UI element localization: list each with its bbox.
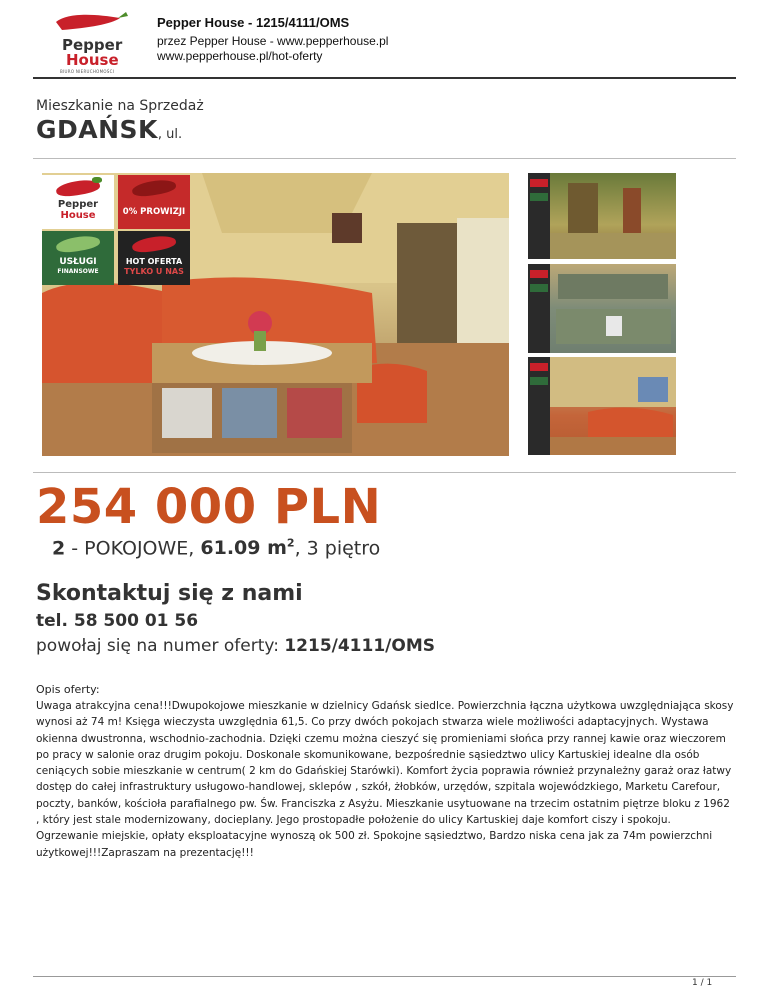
living-room-thumb-image	[528, 357, 676, 455]
badge-services	[42, 231, 114, 285]
header-divider	[33, 77, 736, 79]
logo-tagline: BIURO NIERUCHOMOŚCI	[60, 69, 115, 74]
logo-text-2: House	[66, 51, 119, 69]
area-value: 61.09 $m^2$	[200, 537, 295, 560]
badge-logo-text-2: House	[60, 210, 96, 221]
street-name: , ul.	[157, 127, 183, 142]
badge-hot-text-1: HOT OFERTA	[125, 257, 183, 266]
header-url-line: www.pepperhouse.pl/hot-oferty	[157, 49, 323, 63]
header-title: Pepper House - 1215/4111/OMS	[157, 15, 350, 30]
badge-services-text-2: FINANSOWE	[57, 268, 99, 275]
badge-services-text-1: USŁUGI	[59, 257, 97, 267]
badge-commission-text: 0% PROWIZJI	[122, 207, 186, 217]
listing-type: Mieszkanie na Sprzedaż	[36, 98, 204, 114]
kitchen-image	[528, 264, 676, 353]
description-text: Uwaga atrakcyjna cena!!!Dwupokojowe mieszkanie w dzielnicy Gdańsk siedlce. Powierzchnia łączna użytkowa uwzględniająca skosy wynosi aż 74 m! Księga wieczysta uwzględnia 61,5. Co przy dwóch pokojach stwarza wiele możliwości adaptacyjnych. Wystawa okienna dwustronna, wschodnio-zachodnia. Dzięki czemu można cieszyć się promieniami słońca przy rannej kawie oraz wieczorem po pracy w salonie oraz drugim pokoju. Doskonale skomunikowane, bezpośrednie sąsiedztwo ulicy Kartuskiej idealne dla osób ceniących sobie mieszkanie w centrum( 2 km do Gdańskiej Starówki). Komfort życia poprawia również przynależny garaż oraz łatwy dostęp do całej infrastruktury usługowo-handlowej, sklepów , szkół, żłobków, urzędów, szpitala wojewódzkiego, Marketu Carefour, poczty, banków, kościoła parafialnego pw. Św. Franciszka z Asyżu. Mieszkanie usytuowane na trzecim ostatnim piętrze bloku z 1962 , który jest stale modernizowany, docieplany. Jego prostopadłe położenie do ulicy Kartuskiej daje komfort ciszy i spokoju. Ogrzewanie miejskie, opłaty eksploatacyjne wynoszą ok 500 zł. Spokojne sąsiedztwo, Bardzo niska cena jak za 74m powierzchni użytkowej!!!Zapraszam na prezentację!!!	[36, 700, 734, 859]
price: 254 000 PLN	[36, 479, 382, 535]
badge-hot-offer	[118, 231, 190, 285]
reference-number: 1215/4111/OMS	[284, 636, 435, 656]
offer-reference	[36, 636, 435, 656]
phone-number[interactable]: tel. 58 500 01 56	[36, 611, 199, 631]
company-logo	[48, 10, 132, 76]
reference-label: powołaj się na numer oferty:	[36, 636, 285, 656]
badge-hot-text-2: TYLKO U NAS	[124, 267, 184, 276]
thumbnail-hallway[interactable]	[528, 173, 676, 259]
badge-logo-text-1: Pepper	[57, 199, 99, 210]
area-unit-sup: 2	[286, 537, 295, 550]
city-name: GDAŃSK	[36, 115, 158, 144]
property-params	[52, 537, 380, 559]
badge-commission	[118, 175, 190, 229]
thumbnail-kitchen[interactable]	[528, 264, 676, 353]
description-label: Opis oferty:	[36, 683, 100, 696]
floor-info: , 3 piętro	[294, 537, 381, 560]
hallway-image	[528, 173, 676, 259]
rooms-label: - POKOJOWE,	[65, 537, 201, 560]
contact-heading: Skontaktuj się z nami	[36, 581, 303, 606]
badge-logo	[42, 175, 114, 229]
thumbnail-living-room[interactable]	[528, 357, 676, 455]
main-photo	[42, 173, 509, 456]
rooms-count: 2	[52, 537, 66, 560]
listing-city	[36, 115, 182, 144]
photos-divider	[33, 472, 736, 473]
footer-divider	[33, 976, 736, 977]
page-number: 1 / 1	[692, 978, 713, 988]
header-agency-line: przez Pepper House - www.pepperhouse.pl	[157, 34, 389, 48]
title-divider	[33, 158, 736, 159]
logo-text-1: Pepper	[62, 36, 123, 54]
